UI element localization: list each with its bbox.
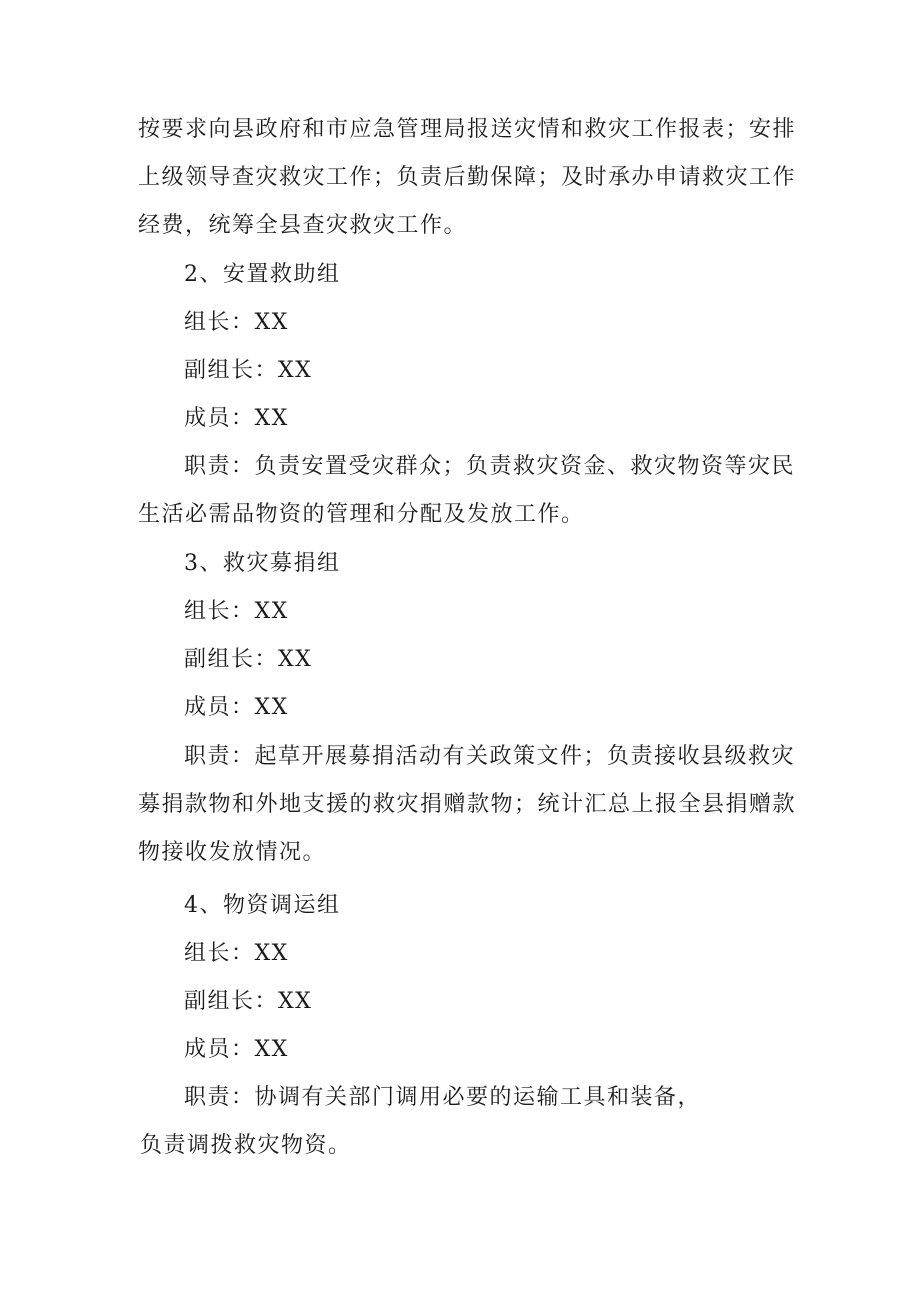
group4-deputy: 副组长：XX (184, 989, 313, 1014)
group4-heading: 4、物资调运组 (184, 893, 341, 918)
group2-members: 成员：XX (184, 406, 289, 431)
group3-heading: 3、救灾募捐组 (184, 551, 341, 576)
group3-duty-line-2: 募捐款物和外地支援的救灾捐赠款物；统计汇总上报全县捐赠款 (138, 792, 797, 817)
group2-duty-line-2: 生活必需品物资的管理和分配及发放工作。 (138, 502, 585, 527)
group2-deputy: 副组长：XX (184, 358, 313, 383)
group3-deputy: 副组长：XX (184, 647, 313, 672)
group4-members: 成员：XX (184, 1037, 289, 1062)
group4-duty-line-2: 负责调拨救灾物资。 (140, 1133, 352, 1158)
group2-leader: 组长：XX (184, 310, 289, 335)
group4-duty-line-1: 职责：协调有关部门调用必要的运输工具和装备， (184, 1085, 702, 1110)
group3-members: 成员：XX (184, 695, 289, 720)
group2-heading: 2、安置救助组 (184, 262, 341, 287)
group2-duty-line-1: 职责：负责安置受灾群众；负责救灾资金、救灾物资等灾民 (184, 454, 796, 479)
intro-line-1: 按要求向县政府和市应急管理局报送灾情和救灾工作报表；安排 (138, 117, 797, 142)
group3-duty-line-1: 职责：起草开展募捐活动有关政策文件；负责接收县级救灾 (184, 744, 796, 769)
group4-leader: 组长：XX (184, 941, 289, 966)
group3-duty-line-3: 物接收发放情况。 (138, 840, 327, 865)
intro-line-3: 经费，统筹全县查灾救灾工作。 (138, 213, 468, 238)
intro-line-2: 上级领导查灾救灾工作；负责后勤保障；及时承办申请救灾工作 (138, 165, 797, 190)
group3-leader: 组长：XX (184, 599, 289, 624)
